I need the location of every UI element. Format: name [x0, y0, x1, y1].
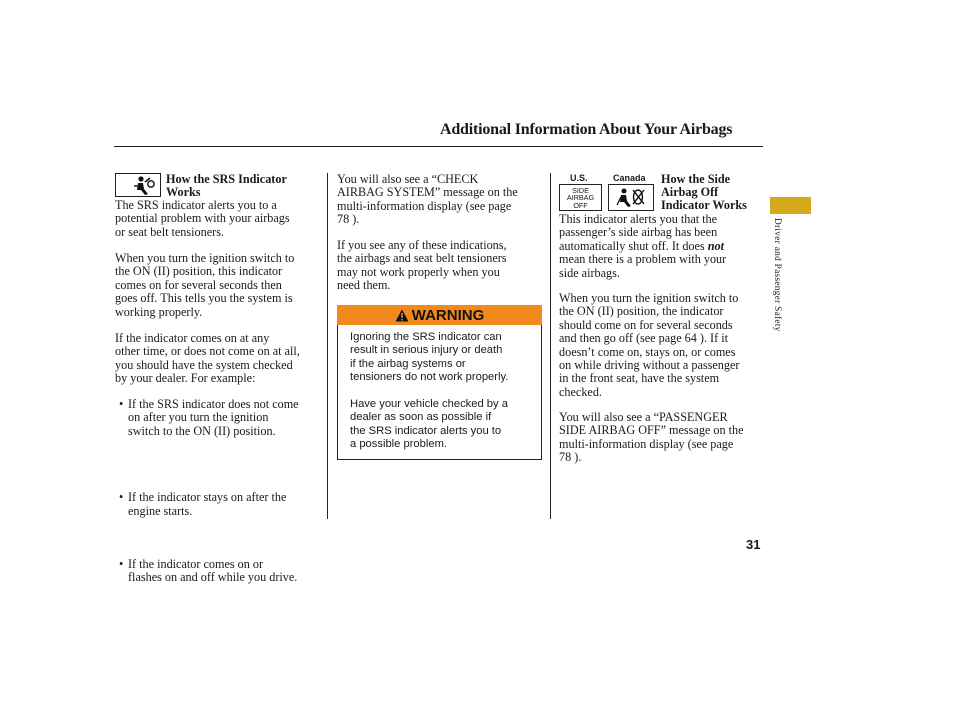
us-label: U.S. [570, 173, 588, 183]
passenger-airbag-message-paragraph: You will also see a “PASSENGER SIDE AIRBAG OFF” message on the multi-information display (see page 78 ). [559, 410, 744, 465]
srs-bullet-3: • If the indicator comes on or flashes on and off while you drive. [115, 558, 340, 585]
column-divider-2 [550, 173, 551, 519]
page-title: Additional Information About Your Airbags [440, 121, 733, 138]
side-airbag-off-person-icon [609, 185, 653, 210]
canada-label: Canada [613, 173, 646, 183]
title-rule [114, 146, 763, 147]
indications-paragraph: If you see any of these indications, the airbags and seat belt tensioners may not work properly when you need them. [337, 238, 507, 293]
warning-title: WARNING [411, 306, 485, 324]
us-side-airbag-off-indicator: SIDE AIRBAG OFF [559, 184, 602, 211]
srs-intro-paragraph: The SRS indicator alerts you to a potential problem with your airbags or seat belt tensioners. [115, 198, 290, 239]
check-airbag-paragraph: You will also see a “CHECK AIRBAG SYSTEM” message on the multi-information display (see page 78 ). [337, 172, 518, 227]
page-number: 31 [746, 537, 761, 552]
srs-ignition-paragraph: When you turn the ignition switch to the ON (II) position, this indicator comes on for several seconds then goes off. This tells you the system is working properly. [115, 251, 295, 319]
section-tab [770, 197, 811, 214]
srs-indicator-heading: How the SRS Indicator Works [166, 172, 287, 200]
srs-indicator-icon-box [115, 173, 161, 197]
canada-side-airbag-off-indicator [608, 184, 654, 211]
section-tab-label: Driver and Passenger Safety [772, 218, 782, 332]
column-divider-1 [327, 173, 328, 519]
srs-bullet-2: • If the indicator stays on after the engine starts. [115, 491, 340, 518]
warning-header [337, 305, 542, 325]
side-airbag-intro-paragraph: This indicator alerts you that the passenger’s side airbag has been automatically shut off. It does not mean there is a problem with your side airbags. [559, 212, 727, 280]
srs-dealer-paragraph: If the indicator comes on at any other time, or does not come on at all, you should have the system checked by your dealer. For example: [115, 331, 300, 386]
side-airbag-ignition-paragraph: When you turn the ignition switch to the ON (II) position, the indicator should come on for several seconds and then go off (see page 64 ). If it doesn’t come on, stays on, or comes on while driving without a passenger in the front seat, have the system checked. [559, 291, 740, 399]
warning-text: Ignoring the SRS indicator can result in serious injury or death if the airbag systems or tensioners do not work properly. Have your vehicle checked by a dealer as soon as possible if the SRS indicator alerts you to a possible problem. [350, 331, 509, 451]
warning-triangle-icon [395, 309, 409, 322]
airbag-person-icon [116, 174, 160, 196]
srs-bullet-1: • If the SRS indicator does not come on after you turn the ignition switch to the ON (II) position. [115, 398, 340, 438]
side-airbag-heading: How the Side Airbag Off Indicator Works [661, 172, 747, 213]
